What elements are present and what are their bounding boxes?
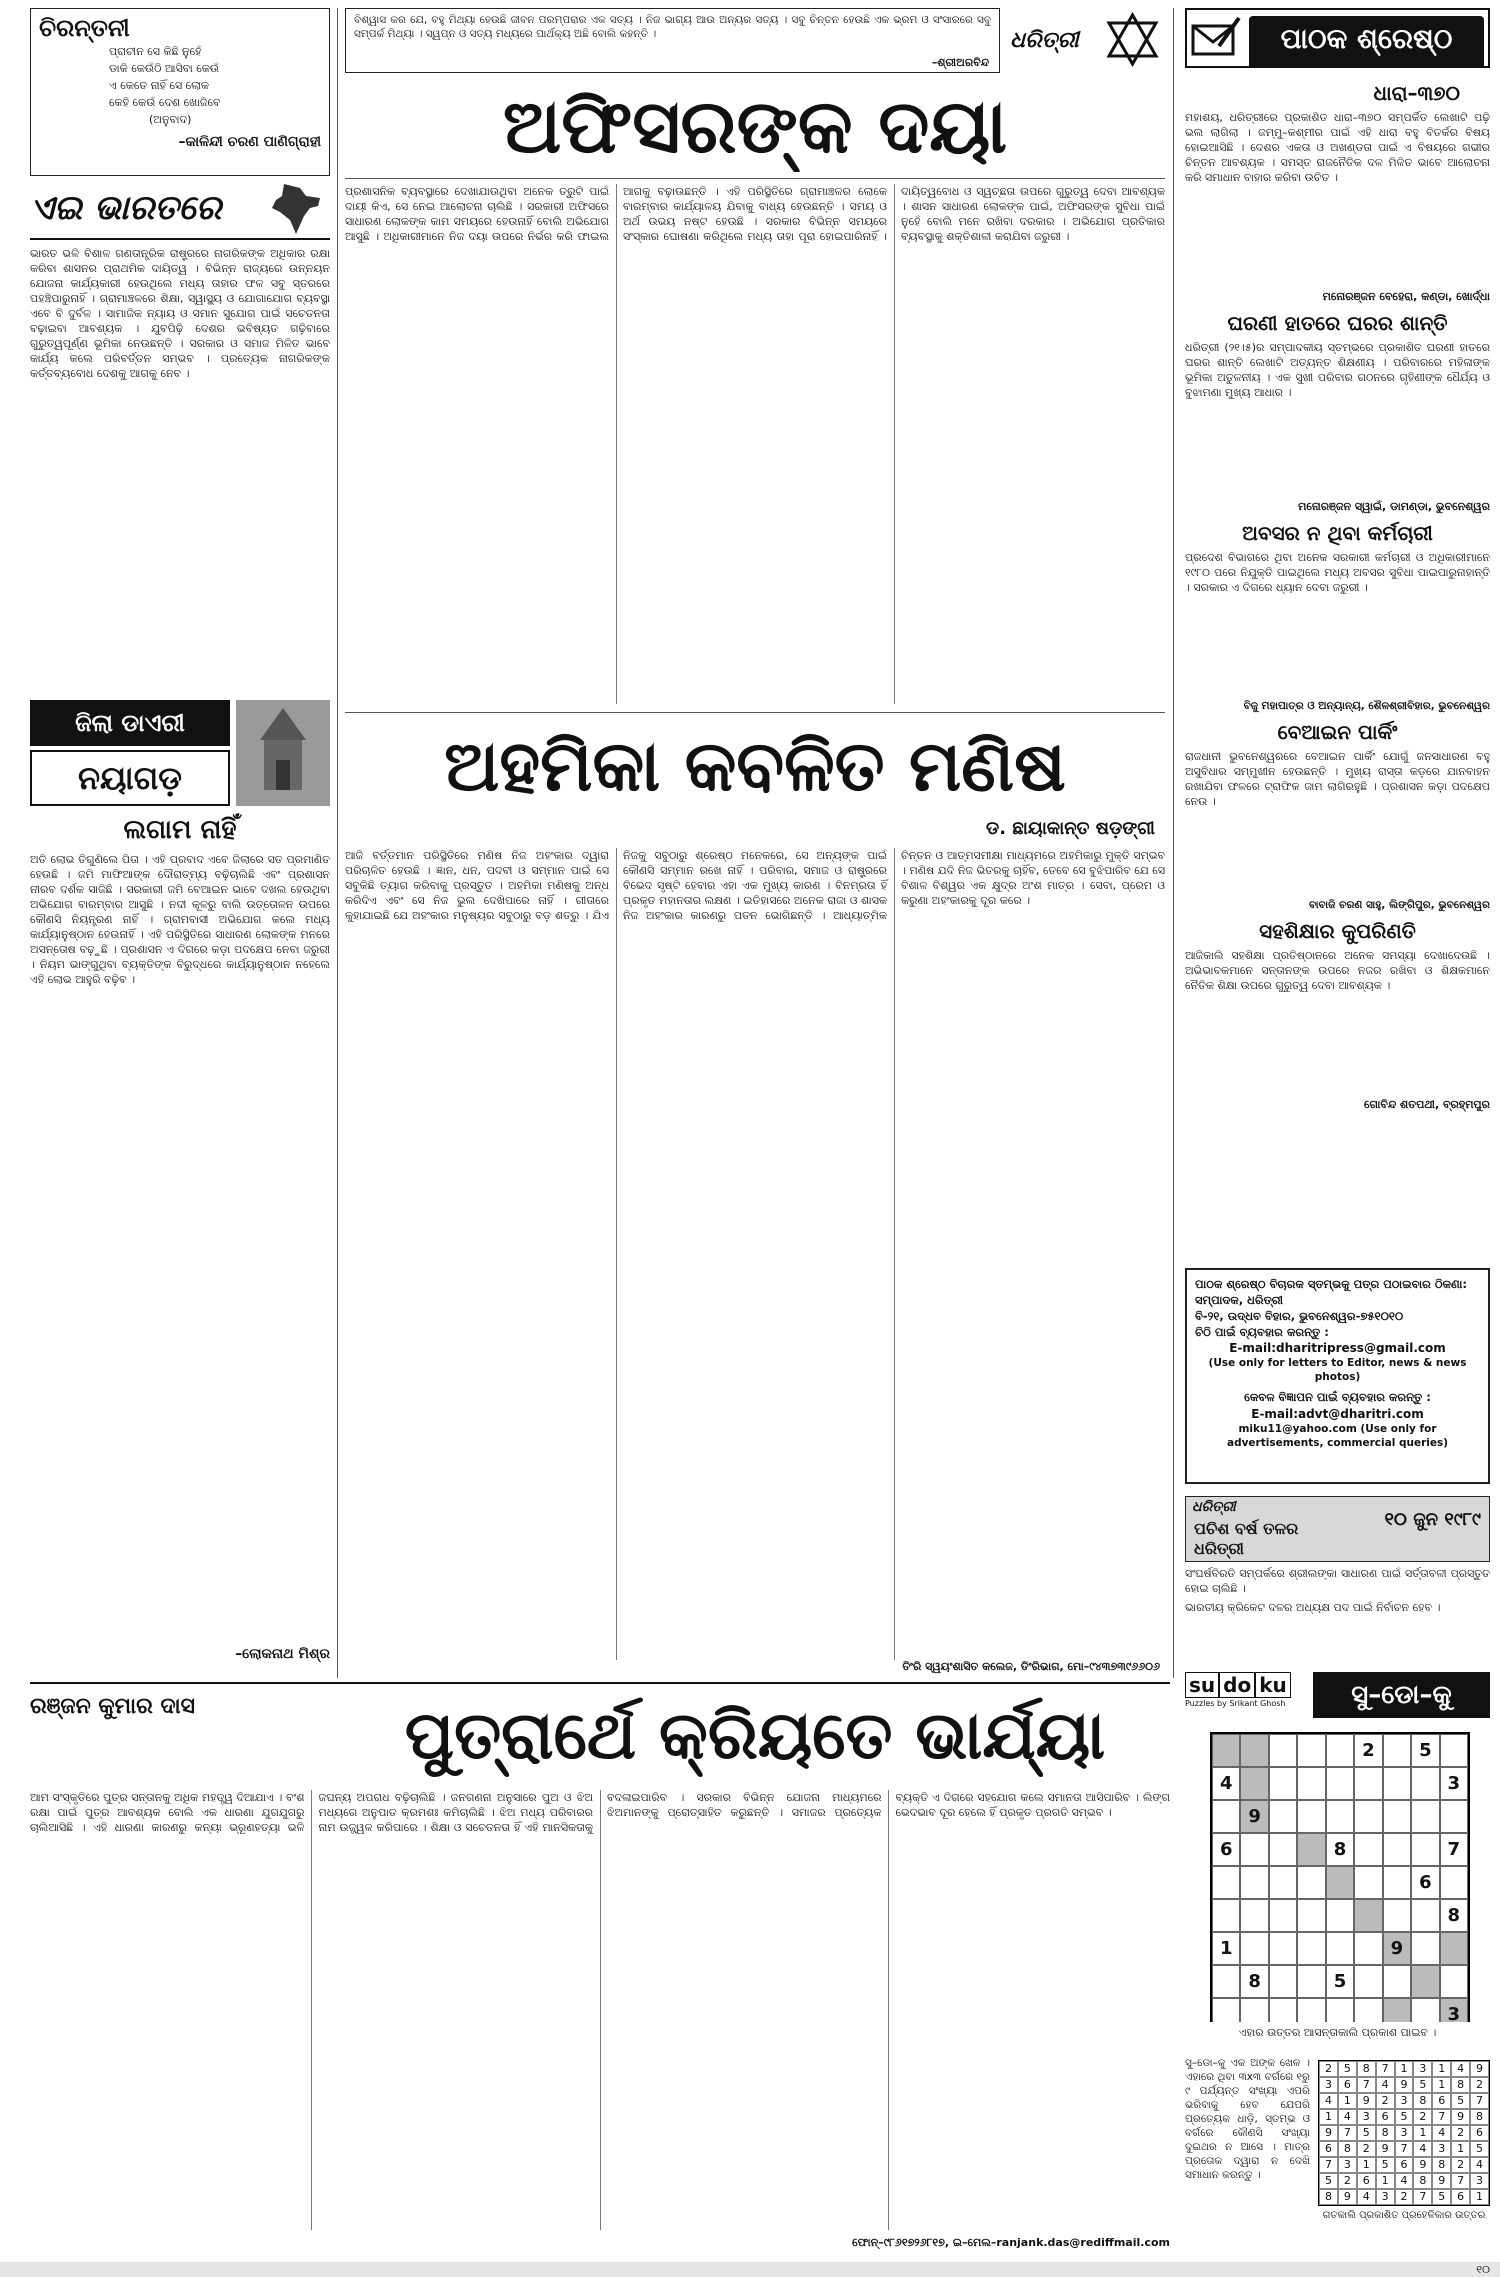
sudoku-answer-cell: 7	[1451, 2173, 1470, 2189]
sudoku-cell[interactable]	[1269, 1833, 1297, 1866]
contact-email1[interactable]: E-mail:dharitripress@gmail.com	[1229, 1341, 1446, 1355]
jilla-author: –ଲୋକନାଥ ମିଶ୍ର	[235, 1646, 330, 1662]
sudoku-caption: ଏହାର ଉତ୍ତର ଆସନ୍ତାକାଲି ପ୍ରକାଶ ପାଇବ ।	[1238, 2026, 1437, 2039]
dhara-author: ମନୋରଞ୍ଜନ ବେହେରା, କଣ୍ଡା, ଖୋର୍ଦ୍ଧା	[1322, 290, 1490, 303]
sudoku-cell[interactable]	[1269, 1866, 1297, 1899]
sudoku-answer-cell: 7	[1357, 2077, 1376, 2093]
sudoku-cell[interactable]	[1269, 1800, 1297, 1833]
sudoku-cell[interactable]	[1354, 1932, 1382, 1965]
quote-author: –ଶ୍ରୀଅରବିନ୍ଦ	[931, 56, 989, 69]
sudoku-answer-cell: 5	[1357, 2125, 1376, 2141]
sudoku-answer-cell: 5	[1319, 2173, 1338, 2189]
sudoku-answer-cell: 6	[1357, 2173, 1376, 2189]
sudoku-answer-cell: 5	[1413, 2077, 1432, 2093]
sudoku-cell[interactable]	[1354, 1866, 1382, 1899]
sudoku-answer-cell: 3	[1432, 2141, 1451, 2157]
sudoku-cell[interactable]	[1269, 1998, 1297, 2022]
page-number: ୧୦	[1476, 2263, 1490, 2276]
sudoku-answer-cell: 9	[1413, 2157, 1432, 2173]
sudoku-answer-cell: 4	[1470, 2157, 1489, 2173]
sudoku-cell[interactable]	[1212, 1998, 1240, 2022]
dharitri-logo: ଧରିତ୍ରୀ	[1010, 28, 1079, 53]
putrarthe-author-top: ରଞ୍ଜନ କୁମାର ଦାସ	[30, 1694, 195, 1719]
sudoku-cell[interactable]	[1269, 1734, 1297, 1767]
sudoku-cell[interactable]: 2	[1354, 1734, 1382, 1767]
sudoku-cell[interactable]	[1411, 1767, 1439, 1800]
sahashikshara-body: ଆଜିକାଲି ସହଶିକ୍ଷା ପ୍ରତିଷ୍ଠାନରେ ଅନେକ ସମସ୍ୟା ଦେଖାଦେଉଛି । ଅଭିଭାବକମାନେ ସନ୍ତାନଙ୍କ ଉପରେ ନଜର ରଖିବା ଓ ଶିକ୍ଷକମାନେ ନୈତିକ ଶିକ୍ଷା ଉପରେ ଗୁରୁତ୍ୱ ଦେବା ଆବଶ୍ୟକ ।	[1185, 949, 1490, 992]
sudoku-cell[interactable]: 8	[1326, 1833, 1354, 1866]
abasara-author: ବିଜୁ ମହାପାତ୍ର ଓ ଅନ୍ୟାନ୍ୟ, ଶୈଳଶ୍ରୀବିହାର, ଭୁବନେଶ୍ୱର	[1243, 700, 1490, 712]
sudoku-answer-cell: 2	[1470, 2077, 1489, 2093]
sudoku-answer-cell: 8	[1357, 2061, 1376, 2077]
sudoku-answer-cell: 9	[1338, 2189, 1357, 2205]
sudoku-cell[interactable]	[1326, 1734, 1354, 1767]
sudoku-cell[interactable]	[1354, 1767, 1382, 1800]
sudoku-answer-cell: 2	[1451, 2157, 1470, 2173]
sudoku-cell[interactable]	[1383, 1767, 1411, 1800]
sudoku-answer-cell: 1	[1376, 2173, 1395, 2189]
gharani-title: ଘରଣୀ ହାତରେ ଘରର ଶାନ୍ତି	[1227, 311, 1448, 335]
sudoku-answer-cell: 1	[1432, 2077, 1451, 2093]
sudoku-cell[interactable]	[1354, 1833, 1382, 1866]
sudoku-cell[interactable]	[1440, 1734, 1468, 1767]
sudoku-cell[interactable]: 5	[1326, 1965, 1354, 1998]
sudoku-answer-cell: 5	[1376, 2157, 1395, 2173]
sudoku-answer-cell: 4	[1338, 2109, 1357, 2125]
contact-email3[interactable]: miku11@yahoo.com (Use only for advertisements, commercial queries)	[1226, 1423, 1449, 1449]
sudoku-answer-cell: 8	[1319, 2189, 1338, 2205]
sudoku-cell[interactable]	[1269, 1965, 1297, 1998]
sudoku-cell[interactable]	[1269, 1932, 1297, 1965]
sudoku-cell[interactable]	[1269, 1899, 1297, 1932]
chirantani-title: ଚିରନ୍ତନୀ	[39, 14, 130, 42]
chirantani-box	[30, 8, 330, 176]
poem-line: ଡାକି କେଉଁଠି ଆସିବା କେଉଁ	[109, 62, 220, 75]
sudoku-answer-cell: 1	[1413, 2125, 1432, 2141]
jilla-body: ଅତି ଲୋଭ ତିଗୁଣିଲେ ପିତା । ଏହି ପ୍ରବାଦ ଏବେ ଜିଲାରେ ସତ ପ୍ରମାଣିତ ହେଉଛି । ଜମି ମାଫିଆଙ୍କ ଦୌରାତ୍ମ୍ୟ ବଢ଼ିଚାଲିଛି ଏବଂ ପ୍ରଶାସନ ନୀରବ ଦର୍ଶକ ସାଜିଛି । ସରକାରୀ ଜମି ବେଆଇନ ଭାବେ ଦଖଲ ହେଉଥିବା ଅଭିଯୋଗ ବାରମ୍ବାର ଆସୁଛି । ନଦୀ କୂଳରୁ ବାଲି ଉତ୍ତୋଳନ ଉପରେ କୌଣସି ନିୟନ୍ତ୍ରଣ ନାହିଁ । ଗ୍ରାମବାସୀ ଅଭିଯୋଗ କଲେ ମଧ୍ୟ କାର୍ଯ୍ୟାନୁଷ୍ଠାନ ହେଉନାହିଁ । ଏହି ପରିସ୍ଥିତିରେ ସାଧାରଣ ଲୋକଙ୍କ ମନରେ ଅସନ୍ତୋଷ ବଢ଼ୁଛି । ପ୍ରଶାସନ ଏ ଦିଗରେ କଡ଼ା ପଦକ୍ଷେପ ନେବା ଜରୁରୀ । ନିୟମ ଭାଙ୍ଗୁଥିବା ବ୍ୟକ୍ତିଙ୍କ ବିରୁଦ୍ଧରେ କାର୍ଯ୍ୟାନୁଷ୍ଠାନ ନହେଲେ ଏହି ଲୋଭ ଆହୁରି ବଢ଼ିବ ।	[30, 853, 330, 986]
sudoku-answer-cell: 1	[1432, 2061, 1451, 2077]
sudoku-cell[interactable]: 3	[1440, 1767, 1468, 1800]
ahamika-byline: ଡ. ଛାୟାକାନ୍ତ ଷଡ଼ଙ୍ଗୀ	[985, 818, 1155, 839]
sudoku-answer-cell: 3	[1357, 2109, 1376, 2125]
sudoku-cell[interactable]	[1383, 1866, 1411, 1899]
sudoku-answer-cell: 8	[1432, 2157, 1451, 2173]
sudoku-cell[interactable]	[1297, 1833, 1325, 1866]
quote-box	[345, 8, 1000, 73]
sudoku-answer-cell: 7	[1338, 2125, 1357, 2141]
sudoku-answer-cell: 1	[1395, 2061, 1414, 2077]
sahashikshara-title: ସହଶିକ୍ଷାର କୁପରିଣତି	[1259, 919, 1416, 943]
twentyfive-logo: ଧରିତ୍ରୀ	[1192, 1499, 1236, 1515]
sudoku-cell[interactable]	[1212, 1800, 1240, 1833]
sudoku-cell[interactable]	[1383, 1734, 1411, 1767]
sudoku-answer-cell: 5	[1451, 2093, 1470, 2109]
sudoku-answer-cell: 9	[1395, 2077, 1414, 2093]
sudoku-cell[interactable]: 9	[1240, 1800, 1268, 1833]
sudoku-answer-cell: 6	[1338, 2077, 1357, 2093]
ebhaaratare-header	[30, 180, 330, 240]
sudoku-answer-cell: 8	[1451, 2077, 1470, 2093]
twentyfive-label: ପଚିଶ ବର୍ଷ ତଳର ଧରିତ୍ରୀ	[1194, 1519, 1299, 1558]
sudoku-cell[interactable]	[1411, 1998, 1439, 2022]
sudoku-cell[interactable]	[1212, 1866, 1240, 1899]
sudoku-answer-cell: 5	[1432, 2189, 1451, 2205]
sudoku-answer-cell: 7	[1319, 2157, 1338, 2173]
sudoku-answer-cell: 6	[1470, 2125, 1489, 2141]
dhara-title: ଧାରା–୩୭୦	[1373, 81, 1460, 105]
sudoku-cell[interactable]	[1411, 1800, 1439, 1833]
sudoku-cell[interactable]	[1440, 1965, 1468, 1998]
sudoku-cell[interactable]	[1411, 1899, 1439, 1932]
sudoku-answer-cell: 4	[1319, 2093, 1338, 2109]
sudoku-answer-cell: 9	[1470, 2061, 1489, 2077]
sudoku-answer-cell: 6	[1376, 2109, 1395, 2125]
sudoku-howto: ସୁ–ଡୋ–କୁ ଏକ ଅଙ୍କ ଖେଳ । ଏହାରେ ଥିବା ୩x୩ ବର୍ଗରେ ୧ରୁ ୯ ପର୍ଯ୍ୟନ୍ତ ସଂଖ୍ୟା ଏପରି ଭରିବାକୁ ହେବ ଯେପରି ପ୍ରତ୍ୟେକ ଧାଡ଼ି, ସ୍ତମ୍ଭ ଓ ବର୍ଗରେ କୌଣସି ସଂଖ୍ୟା ଦୁଇଥର ନ ଆସେ । ମାତ୍ର ପ୍ରତୋକ ଦ୍ୱାରା ନ ଦେଖି ସମାଧାନ କରନ୍ତୁ ।	[1185, 2057, 1310, 2181]
sudoku-cell[interactable]	[1297, 1866, 1325, 1899]
sudoku-answer-cell: 2	[1319, 2061, 1338, 2077]
sudoku-answer-cell: 7	[1470, 2093, 1489, 2109]
india-map-icon	[266, 182, 326, 236]
sudoku-cell[interactable]	[1297, 1932, 1325, 1965]
sudoku-cell[interactable]	[1297, 1899, 1325, 1932]
sudoku-answer-cell: 6	[1319, 2141, 1338, 2157]
sudoku-cell[interactable]	[1411, 1833, 1439, 1866]
sudoku-answer-cell: 2	[1376, 2093, 1395, 2109]
sudoku-answer-cell: 4	[1357, 2189, 1376, 2205]
sudoku-answer-cell: 6	[1395, 2157, 1414, 2173]
beaain-title: ବେଆଇନ ପାର୍କିଂ	[1277, 720, 1398, 744]
sudoku-cell[interactable]: 7	[1440, 1833, 1468, 1866]
sudoku-answer-cell: 9	[1319, 2125, 1338, 2141]
sudoku-answer-cell: 3	[1376, 2189, 1395, 2205]
gharani-author: ମନୋରଞ୍ଜନ ସ୍ୱାଇଁ, ଡାମଣ୍ଡା, ଭୁବନେଶ୍ୱର	[1298, 500, 1490, 513]
sudoku-answer-cell: 8	[1338, 2141, 1357, 2157]
twentyfive-items	[1185, 1566, 1490, 1656]
poem-line: ପ୍ରାଚୀନ ସେ କିଛି ନୁହେଁ	[109, 45, 202, 58]
sudoku-answer-caption: ଗତକାଲି ପ୍ରକାଶିତ ପ୍ରହେଳିକାର ଉତ୍ତର	[1322, 2210, 1486, 2221]
temple-photo-icon	[236, 700, 330, 806]
sudoku-cell[interactable]: 6	[1411, 1866, 1439, 1899]
sudoku-logo-sub: Puzzles by Srikant Ghosh	[1185, 1699, 1286, 1708]
sudoku-answer-cell: 7	[1432, 2109, 1451, 2125]
sudoku-answer-cell: 5	[1338, 2061, 1357, 2077]
sudoku-cell[interactable]: 4	[1212, 1767, 1240, 1800]
sudoku-cell[interactable]: 6	[1212, 1833, 1240, 1866]
sudoku-cell[interactable]: 3	[1440, 1998, 1468, 2022]
contact-line: ବି-୨୧, ଉଦ୍ଧବ ବିହାର, ଭୁବନେଶ୍ୱର-୭୫୧୦୧୦	[1195, 1309, 1404, 1323]
beaain-body: ରାଜଧାନୀ ଭୁବନେଶ୍ୱରରେ ବେଆଇନ ପାର୍କିଂ ଯୋଗୁଁ ଜନସାଧାରଣ ବହୁ ଅସୁବିଧାର ସମ୍ମୁଖୀନ ହେଉଛନ୍ତି । ମୁଖ୍ୟ ରାସ୍ତା କଡ଼ରେ ଯାନବାହନ ରଖାଯିବା ଫଳରେ ଟ୍ରାଫିକ ଜାମ ଲାଗିରହୁଛି । ପ୍ରଶାସନ କଡ଼ା ପଦକ୍ଷେପ ନେଉ ।	[1185, 750, 1490, 808]
sudoku-cell[interactable]	[1383, 1965, 1411, 1998]
sudoku-cell[interactable]	[1297, 1800, 1325, 1833]
sudoku-cell[interactable]	[1354, 1899, 1382, 1932]
sudoku-answer-cell: 2	[1395, 2189, 1414, 2205]
sudoku-logo-part: ku	[1255, 1672, 1291, 1698]
sudoku-cell[interactable]	[1326, 1998, 1354, 2022]
sudoku-cell[interactable]	[1440, 1800, 1468, 1833]
sudoku-cell[interactable]	[1269, 1767, 1297, 1800]
sudoku-answer-cell: 3	[1395, 2125, 1414, 2141]
sudoku-cell[interactable]	[1326, 1932, 1354, 1965]
ahamika-affiliation: ତିଂରି ସ୍ୱୟଂଶାସିତ କଲେଜ, ତିଂରିଭାଗ, ମୋ–୯୪୩୭୩୯୬୬୦୬	[902, 1660, 1160, 1673]
poem-line: ଏ କେତେ ନାହିଁ ସେ ଲୋକ	[109, 79, 210, 92]
sudoku-answer-cell: 3	[1338, 2157, 1357, 2173]
sudoku-answer-cell: 9	[1376, 2141, 1395, 2157]
contact-ads-intro: କେବଳ ବିଜ୍ଞାପନ ପାଇଁ ବ୍ୟବହାର କରନ୍ତୁ :	[1244, 1390, 1431, 1404]
twentyfive-date: ୧୦ ଜୁନ ୧୯୮୯	[1384, 1509, 1481, 1530]
sudoku-answer-cell: 4	[1395, 2173, 1414, 2189]
chirantani-poem	[39, 43, 321, 128]
putrarthe-body: ଆମ ସଂସ୍କୃତିରେ ପୁତ୍ର ସନ୍ତାନକୁ ଅଧିକ ମହତ୍ତ୍ୱ ଦିଆଯାଏ । ବଂଶ ରକ୍ଷା ପାଇଁ ପୁତ୍ର ଆବଶ୍ୟକ ବୋଲି ଏକ ଧାରଣା ଯୁଗଯୁଗରୁ ଚାଲିଆସିଛି । ଏହି ଧାରଣା କାରଣରୁ କନ୍ୟା ଭ୍ରୂଣହତ୍ୟା ଭଳି ଜଘନ୍ୟ ଅପରାଧ ବଢ଼ିଚାଲିଛି । ଜନଗଣନା ଅନୁସାରେ ପୁଅ ଓ ଝିଅ ମଧ୍ୟରେ ଅନୁପାତ କ୍ରମଶଃ କମିଚାଲିଛି । ଝିଅ ମଧ୍ୟ ପରିବାରର ନାମ ଉଜ୍ଜ୍ୱଳ କରିପାରେ । ଶିକ୍ଷା ଓ ସଚେତନତା ହିଁ ଏହି ମାନସିକତାକୁ ବଦଳାଇପାରିବ । ସରକାର ବିଭିନ୍ନ ଯୋଜନା ମାଧ୍ୟମରେ ଝିଅମାନଙ୍କୁ ପ୍ରୋତ୍ସାହିତ କରୁଛନ୍ତି । ସମାଜର ପ୍ରତ୍ୟେକ ବ୍ୟକ୍ତି ଏ ଦିଗରେ ସହଯୋଗ କଲେ ସମାନତା ଆସିପାରିବ । ଲିଙ୍ଗ ଭେଦଭାବ ଦୂର ହେଲେ ହିଁ ପ୍ରକୃତ ପ୍ରଗତି ସମ୍ଭବ ।	[30, 1791, 1170, 1834]
sudoku-answer-cell: 3	[1319, 2077, 1338, 2093]
sudoku-cell[interactable]	[1354, 1965, 1382, 1998]
star-of-david-icon	[1105, 12, 1160, 67]
sudoku-answer-cell: 1	[1319, 2109, 1338, 2125]
sudoku-answer-cell: 1	[1451, 2141, 1470, 2157]
sudoku-logo-part: su	[1185, 1672, 1219, 1698]
sudoku-cell[interactable]	[1440, 1932, 1468, 1965]
sudoku-cell[interactable]	[1297, 1767, 1325, 1800]
sudoku-cell[interactable]	[1411, 1965, 1439, 1998]
sudoku-answer-cell: 6	[1432, 2093, 1451, 2109]
sudoku-cell[interactable]: 5	[1411, 1734, 1439, 1767]
sudoku-cell[interactable]	[1354, 1800, 1382, 1833]
sudoku-answer-cell: 7	[1395, 2141, 1414, 2157]
sudoku-cell[interactable]	[1411, 1932, 1439, 1965]
sudoku-cell[interactable]	[1212, 1899, 1240, 1932]
dhara-body: ମହାଶୟ, ଧରିତ୍ରୀରେ ପ୍ରକାଶିତ ଧାରା–୩୭୦ ସମ୍ପର୍କିତ ଲେଖାଟି ପଢ଼ି ଭଲ ଲାଗିଲା । ଜମ୍ମୁ–କଶ୍ମୀର ପାଇଁ ଏହି ଧାରା ବହୁ ବିତର୍କର ବିଷୟ ହୋଇଆସିଛି । ଦେଶର ଏକତା ଓ ଅଖଣ୍ଡତା ପାଇଁ ଏ ବିଷୟରେ ଗଭୀର ଚିନ୍ତନ ଆବଶ୍ୟକ । ସମସ୍ତ ରାଜନୈତିକ ଦଳ ମିଳିତ ଭାବେ ଆଲୋଚନା କରି ସମାଧାନ ବାହାର କରିବା ଉଚିତ ।	[1185, 111, 1490, 184]
bharatare-body: ଭାରତ ଭଳି ବିଶାଳ ଗଣତାନ୍ତ୍ରିକ ରାଷ୍ଟ୍ରରେ ନାଗରିକଙ୍କ ଅଧିକାର ରକ୍ଷା କରିବା ଶାସନର ପ୍ରାଥମିକ ଦାୟିତ୍ୱ । ବିଭିନ୍ନ ରାଜ୍ୟରେ ଉନ୍ନୟନ ଯୋଜନା କାର୍ଯ୍ୟକାରୀ ହେଉଥିଲେ ମଧ୍ୟ ତାହାର ଫଳ ସବୁ ସ୍ତରରେ ପହଞ୍ଚିପାରୁନାହିଁ । ଗ୍ରାମାଞ୍ଚଳରେ ଶିକ୍ଷା, ସ୍ୱାସ୍ଥ୍ୟ ଓ ଯୋଗାଯୋଗ ବ୍ୟବସ୍ଥା ଏବେ ବି ଦୁର୍ବଳ । ସାମାଜିକ ନ୍ୟାୟ ଓ ସମାନ ସୁଯୋଗ ପାଇଁ ସଚେତନତା ବଢ଼ାଇବା ଆବଶ୍ୟକ । ଯୁବପିଢ଼ି ଦେଶର ଭବିଷ୍ୟତ ଗଢ଼ିବାରେ ଗୁରୁତ୍ୱପୂର୍ଣ୍ଣ ଭୂମିକା ନେଉଛନ୍ତି । ସରକାର ଓ ସମାଜ ମିଳିତ ଭାବେ କାର୍ଯ୍ୟ କଲେ ପରିବର୍ତ୍ତନ ସମ୍ଭବ । ପ୍ରତ୍ୟେକ ନାଗରିକଙ୍କ କର୍ତ୍ତବ୍ୟବୋଧ ଦେଶକୁ ଆଗକୁ ନେବ ।	[30, 247, 330, 380]
sudoku-cell[interactable]	[1240, 1932, 1268, 1965]
sudoku-cell[interactable]	[1383, 1998, 1411, 2022]
sudoku-cell[interactable]	[1212, 1965, 1240, 1998]
sudoku-answer-cell: 5	[1395, 2109, 1414, 2125]
sudoku-logo-part: do	[1219, 1672, 1255, 1698]
sudoku-cell[interactable]	[1326, 1866, 1354, 1899]
sudoku-answer-cell: 4	[1376, 2077, 1395, 2093]
sudoku-answer-grid	[1318, 2060, 1490, 2206]
sudoku-answer-cell: 3	[1413, 2061, 1432, 2077]
contact-email1-note: (Use only for letters to Editor, news & news photos)	[1208, 1357, 1467, 1383]
sudoku-answer-cell: 1	[1338, 2093, 1357, 2109]
contact-email2[interactable]: E-mail:advt@dharitri.com	[1251, 1407, 1424, 1421]
sudoku-cell[interactable]	[1440, 1866, 1468, 1899]
sudoku-cell[interactable]	[1383, 1833, 1411, 1866]
sudoku-cell[interactable]	[1240, 1899, 1268, 1932]
sudoku-answer-cell: 1	[1357, 2157, 1376, 2173]
sudoku-grid-wrap	[1210, 1732, 1470, 2022]
chirantani-author: –କାଳିନ୍ଦୀ ଚରଣ ପାଣିଗ୍ରାହୀ	[178, 134, 321, 150]
contact-intro: ପାଠକ ଶ୍ରେଷ୍ଠ ବିଚାରକ ସ୍ତମ୍ଭକୁ ପତ୍ର ପଠାଇବାର ଠିକଣା:	[1195, 1277, 1467, 1291]
jilla-label1: ଜିଲା ଡାଏରୀ	[30, 700, 230, 746]
sudoku-title: ସୁ–ଡୋ–କୁ	[1313, 1672, 1490, 1718]
envelope-pen-icon	[1191, 16, 1241, 60]
sudoku-answer-cell: 7	[1376, 2061, 1395, 2077]
sudoku-answer-cell: 2	[1413, 2109, 1432, 2125]
sudoku-answer-cell: 2	[1451, 2125, 1470, 2141]
sudoku-header	[1185, 1670, 1490, 1726]
sudoku-cell[interactable]	[1297, 1734, 1325, 1767]
letters-column	[1185, 74, 1490, 1254]
contact-line: ସମ୍ପାଦକ, ଧରିତ୍ରୀ	[1195, 1293, 1284, 1307]
sudoku-cell[interactable]	[1240, 1833, 1268, 1866]
jilla-subhead: ଲଗାମ ନାହିଁ	[123, 815, 237, 845]
twentyfive-box	[1185, 1496, 1490, 1562]
sudoku-cell[interactable]	[1240, 1734, 1268, 1767]
sudoku-cell[interactable]	[1383, 1899, 1411, 1932]
footer-bar	[0, 2262, 1500, 2277]
twentyfive-item: ସଂଘର୍ଷବିରତି ସମ୍ପର୍କରେ ଶ୍ରୀଲଙ୍କା ସାଧାରଣ ପାଇଁ ସର୍ତ୍ତାବଳୀ ପ୍ରସ୍ତୁତ ହୋଇ ଚାଲିଛି ।	[1185, 1567, 1490, 1595]
putrarthe-headline: ପୁତ୍ରାର୍ଥେ କ୍ରିୟତେ ଭାର୍ଯ୍ୟା	[404, 1697, 1106, 1774]
sudoku-cell[interactable]: 8	[1440, 1899, 1468, 1932]
sudoku-answer-cell: 3	[1395, 2093, 1414, 2109]
sudoku-answer-cell: 9	[1357, 2093, 1376, 2109]
quote-text: ବିଶ୍ୱାସ କର ଯେ, ବହୁ ମିଥ୍ୟା ହେଉଛି ଜୀବନ ପରମ୍ପରାର ଏକ ସତ୍ୟ । ନିଜ ଭାଗ୍ୟ ଆଉ ଅନ୍ୟର ସତ୍ୟ । ସବୁ ଚିନ୍ତନ ହେଉଛି ଏକ ଭ୍ରମ ଓ ସଂସାରରେ ସବୁ ସମ୍ପର୍କ ମିଥ୍ୟା । ସ୍ୱପ୍ନ ଓ ସତ୍ୟ ମଧ୍ୟରେ ପାର୍ଥକ୍ୟ ଅଛି ବୋଲି କହନ୍ତି ।	[354, 14, 991, 40]
gharani-body: ଧରିତ୍ରୀ (୨୧।୫)ର ସମ୍ପାଦକୀୟ ସ୍ତମ୍ଭରେ ପ୍ରକାଶିତ ଘରଣୀ ହାତରେ ଘରର ଶାନ୍ତି ଲେଖାଟି ଅତ୍ୟନ୍ତ ଶିକ୍ଷଣୀୟ । ପରିବାରରେ ମହିଳାଙ୍କ ଭୂମିକା ଅତୁଳନୀୟ । ଏକ ସୁଖୀ ପରିବାର ଗଠନରେ ଗୃହିଣୀଙ୍କ ଧୈର୍ଯ୍ୟ ଓ ବୁଝାମଣା ମୁଖ୍ୟ ଆଧାର ।	[1185, 341, 1490, 399]
sudoku-answer-cell: 8	[1376, 2125, 1395, 2141]
poem-line: (ଅନୁବାଦ)	[149, 113, 192, 126]
sudoku-cell[interactable]	[1297, 1998, 1325, 2022]
lead-headline: ଅଫିସରଙ୍କ ଦୟା	[502, 84, 1008, 170]
sudoku-answer-cell: 5	[1470, 2141, 1489, 2157]
sudoku-answer-cell: 2	[1357, 2141, 1376, 2157]
jilla-label2: ନୟାଗଡ଼	[30, 750, 230, 806]
sudoku-answer-cell: 4	[1432, 2125, 1451, 2141]
sudoku-cell[interactable]	[1326, 1800, 1354, 1833]
sudoku-grid	[1210, 1732, 1470, 2022]
sudoku-answer-cell: 8	[1413, 2093, 1432, 2109]
sudoku-cell[interactable]: 9	[1383, 1932, 1411, 1965]
contact-box	[1185, 1268, 1490, 1484]
sudoku-cell[interactable]: 8	[1240, 1965, 1268, 1998]
sudoku-cell[interactable]	[1240, 1767, 1268, 1800]
sudoku-cell[interactable]: 1	[1212, 1932, 1240, 1965]
sudoku-logo	[1185, 1672, 1305, 1710]
sudoku-answer-cell: 7	[1413, 2189, 1432, 2205]
sudoku-answer-cell: 4	[1451, 2061, 1470, 2077]
putrarthe-contact: ଫୋନ୍–୯୮୬୧୭୨୬୮୧୭, ଇ–ମେଲ–ranjank.das@rediffmail.com	[852, 2236, 1170, 2249]
sudoku-cell[interactable]	[1354, 1998, 1382, 2022]
beaain-author: ବାବାଜି ଚରଣ ସାହୁ, ଲିଙ୍ଗିପୁର, ଭୁବନେଶ୍ୱର	[1308, 899, 1490, 911]
sudoku-cell[interactable]	[1326, 1899, 1354, 1932]
masthead	[1000, 8, 1170, 73]
sudoku-answer-wrap	[1318, 2060, 1490, 2260]
poem-line: କେହି କେଉଁ ଦେଶ ଖୋଜିବେ	[109, 96, 221, 109]
sudoku-cell[interactable]	[1297, 1965, 1325, 1998]
abasara-body: ପ୍ରଦେଶ ବିଭାଗରେ ଥିବା ଅନେକ ସରକାରୀ କର୍ମଚାରୀ ଓ ଅଧିକାରୀମାନେ ୧୯୮୦ ପରେ ନିଯୁକ୍ତି ପାଇଥିଲେ ମଧ୍ୟ ଅବସର ସୁବିଧା ପାଇପାରୁନାହାନ୍ତି । ସରକାର ଏ ଦିଗରେ ଧ୍ୟାନ ଦେବା ଜରୁରୀ ।	[1185, 551, 1490, 594]
sudoku-cell[interactable]	[1326, 1767, 1354, 1800]
sudoku-answer-cell: 3	[1470, 2173, 1489, 2189]
sudoku-answer-cell: 9	[1432, 2173, 1451, 2189]
pathaka-title: ପାଠକ ଶ୍ରେଷ୍ଠ	[1249, 16, 1484, 68]
sudoku-answer-cell: 6	[1451, 2189, 1470, 2205]
sudoku-answer-cell: 1	[1470, 2189, 1489, 2205]
ahamika-body: ଆଜି ବର୍ତ୍ତମାନ ପରିସ୍ଥିତିରେ ମଣିଷ ନିଜ ଅହଂକାର ଦ୍ୱାରା ପରିଚାଳିତ ହେଉଛି । ଜ୍ଞାନ, ଧନ, ପଦବୀ ଓ ସମ୍ମାନ ପାଇଁ ସେ ସବୁକିଛି ତ୍ୟାଗ କରିବାକୁ ପ୍ରସ୍ତୁତ । ଅହମିକା ମଣିଷକୁ ଅନ୍ଧ କରିଦିଏ ଏବଂ ସେ ନିଜ ଭୁଲ ଦେଖିପାରେ ନାହିଁ । ଗୀତାରେ କୁହାଯାଇଛି ଯେ ଅହଂକାର ମନୁଷ୍ୟର ସବୁଠାରୁ ବଡ଼ ଶତ୍ରୁ । ଯିଏ ନିଜକୁ ସବୁଠାରୁ ଶ୍ରେଷ୍ଠ ମନେକରେ, ସେ ଅନ୍ୟଙ୍କ ପାଇଁ କୌଣସି ସମ୍ମାନ ରଖେ ନାହିଁ । ପରିବାର, ସମାଜ ଓ ରାଷ୍ଟ୍ରରେ ବିଭେଦ ସୃଷ୍ଟି ହେବାର ଏହା ଏକ ମୁଖ୍ୟ କାରଣ । ବିନମ୍ରତା ହିଁ ପ୍ରକୃତ ମହାନତାର ଲକ୍ଷଣ । ଇତିହାସରେ ଅନେକ ରାଜା ଓ ଶାସକ ନିଜ ଅହଂକାର କାରଣରୁ ପତନ ଭୋଗିଛନ୍ତି । ଆଧ୍ୟାତ୍ମିକ ଚିନ୍ତନ ଓ ଆତ୍ମସମୀକ୍ଷା ମାଧ୍ୟମରେ ଅହମିକାରୁ ମୁକ୍ତି ସମ୍ଭବ । ମଣିଷ ଯଦି ନିଜ ଭିତରକୁ ଚାହିଁବ, ତେବେ ସେ ବୁଝିପାରିବ ଯେ ସେ ବିଶାଳ ବିଶ୍ୱର ଏକ କ୍ଷୁଦ୍ର ଅଂଶ ମାତ୍ର । ସେବା, ପ୍ରେମ ଓ କରୁଣା ଅହଂକାରକୁ ଦୂର କରେ ।	[345, 849, 1165, 922]
sudoku-answer-cell: 8	[1470, 2109, 1489, 2125]
sudoku-cell[interactable]	[1240, 1998, 1268, 2022]
sahashikshara-author: ଗୋବିନ୍ଦ ଶତପଥୀ, ବ୍ରହ୍ମପୁର	[1363, 1098, 1490, 1111]
sudoku-answer-cell: 9	[1451, 2109, 1470, 2125]
ahamika-headline: ଅହମିକା କବଳିତ ମଣିଷ	[444, 725, 1066, 807]
sudoku-cell[interactable]	[1383, 1800, 1411, 1833]
sudoku-answer-cell: 4	[1413, 2141, 1432, 2157]
lead-body: ପ୍ରଶାସନିକ ବ୍ୟବସ୍ଥାରେ ଦେଖାଯାଉଥିବା ଅନେକ ତ୍ରୁଟି ପାଇଁ ଦାୟୀ କିଏ, ସେ ନେଇ ଆଲୋଚନା ଚାଲିଛି । ସରକାରୀ ଅଫିସରେ ସାଧାରଣ ଲୋକଙ୍କ କାମ ସମୟରେ ହେଉନାହିଁ ବୋଲି ଅଭିଯୋଗ ଆସୁଛି । ଅଧିକାରୀମାନେ ନିଜ ଦୟା ଉପରେ ନିର୍ଭର କରି ଫାଇଲ ଆଗକୁ ବଢ଼ାଉଛନ୍ତି । ଏହି ପରିସ୍ଥିତିରେ ଗ୍ରାମାଞ୍ଚଳର ଲୋକେ ବାରମ୍ବାର କାର୍ଯ୍ୟାଳୟ ଯିବାକୁ ବାଧ୍ୟ ହେଉଛନ୍ତି । ସମୟ ଓ ଅର୍ଥ ଉଭୟ ନଷ୍ଟ ହେଉଛି । ସରକାର ବିଭିନ୍ନ ସମୟରେ ସଂସ୍କାର ଘୋଷଣା କରିଥିଲେ ମଧ୍ୟ ତାହା ପୂରା ହୋଇପାରିନାହିଁ । ଦାୟିତ୍ୱବୋଧ ଓ ସ୍ୱଚ୍ଛତା ଉପରେ ଗୁରୁତ୍ୱ ଦେବା ଆବଶ୍ୟକ । ଶାସନ ସାଧାରଣ ଲୋକଙ୍କ ପାଇଁ, ଅଫିସରଙ୍କ ସୁବିଧା ପାଇଁ ନୁହେଁ ବୋଲି ମନେ ରଖିବା ଦରକାର । ଅଭିଯୋଗ ପ୍ରତିକାର ବ୍ୟବସ୍ଥାକୁ ଶକ୍ତିଶାଳୀ କରାଯିବା ଜରୁରୀ ।	[345, 185, 1165, 243]
pathaka-header	[1185, 8, 1490, 68]
sudoku-answer-cell: 2	[1338, 2173, 1357, 2189]
twentyfive-item: ଭାରତୀୟ କ୍ରିକେଟ ଦଳର ଅଧ୍ୟକ୍ଷ ପଦ ପାଇଁ ନିର୍ବାଚନ ହେବ ।	[1185, 1601, 1441, 1614]
jilla-header	[30, 700, 330, 808]
sudoku-answer-cell: 8	[1413, 2173, 1432, 2189]
abasara-title: ଅବସର ନ ଥିବା କର୍ମଚାରୀ	[1242, 521, 1433, 545]
contact-line: ଚିଠି ପାଇଁ ବ୍ୟବହାର କରନ୍ତୁ :	[1195, 1325, 1329, 1339]
sudoku-cell[interactable]	[1212, 1734, 1240, 1767]
ebhaaratare-title: ଏଇ ଭାରତରେ	[30, 188, 222, 228]
sudoku-cell[interactable]	[1240, 1866, 1268, 1899]
